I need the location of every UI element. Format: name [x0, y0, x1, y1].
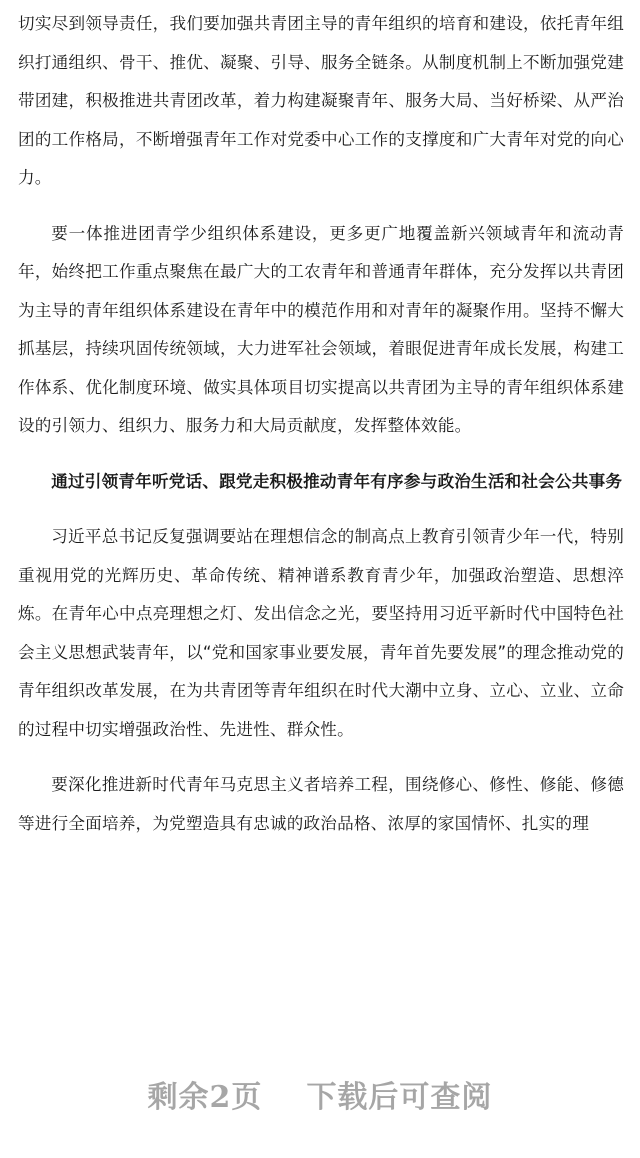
paragraph-leadership: 切实尽到领导责任，我们要加强共青团主导的青年组织的培育和建设，依托青年组织打通组织、骨干、推优、凝聚、引导、服务全链条。从制度机制上不断加强党建带团建，积极推进共青团改革，着力构建凝聚青年、服务大局、当好桥梁、从严治团的工作格局，不断增强青年工作对党委中心工作的支撑度和广大青年对党的向心力。	[18, 14, 624, 187]
remaining-pages-label: 剩余2页	[147, 1080, 263, 1115]
paragraph-gap	[18, 198, 624, 215]
paragraph-gap	[18, 501, 624, 518]
paragraph-marxist-training: 要深化推进新时代青年马克思主义者培养工程，围绕修心、修性、修能、修德等进行全面培养，为党塑造具有忠诚的政治品格、浓厚的家国情怀、扎实的理	[18, 775, 624, 833]
paragraph-organization-system: 要一体推进团青学少组织体系建设，更多更广地覆盖新兴领域青年和流动青年，始终把工作重点聚焦在最广大的工农青年和普通青年群体，充分发挥以共青团为主导的青年组织体系建设在青年中的模范作用和对青年的凝聚作用。坚持不懈大抓基层，持续巩固传统领域，大力进军社会领域，着眼促进青年成长发展，构建工作体系、优化制度环境、做实具体项目切实提高以共青团为主导的青年组织体系建设的引领力、组织力、服务力和大局贡献度，发挥整体效能。	[18, 223, 624, 435]
download-hint-label: 下载后可查阅	[306, 1080, 493, 1115]
document-body	[18, 0, 624, 843]
paragraph-ideals-education: 习近平总书记反复强调要站在理想信念的制高点上教育引领青少年一代，特别重视用党的光辉历史、革命传统、精神谱系教育青少年，加强政治塑造、思想淬炼。在青年心中点亮理想之灯、发出信念之光，要坚持用习近平新时代中国特色社会主义思想武装青年，以“党和国家事业要发展，青年首先要发展”的理念推动党的青年组织改革发展，在为共青团等青年组织在时代大潮中立身、立心、立业、立命的过程中切实增强政治性、先进性、群众性。	[18, 527, 624, 739]
section-heading: 通过引领青年听党话、跟党走积极推动青年有序参与政治生活和社会公共事务	[51, 471, 623, 491]
download-prompt[interactable]	[0, 1072, 640, 1116]
paragraph-gap	[18, 749, 624, 766]
paragraph-gap	[18, 446, 624, 463]
